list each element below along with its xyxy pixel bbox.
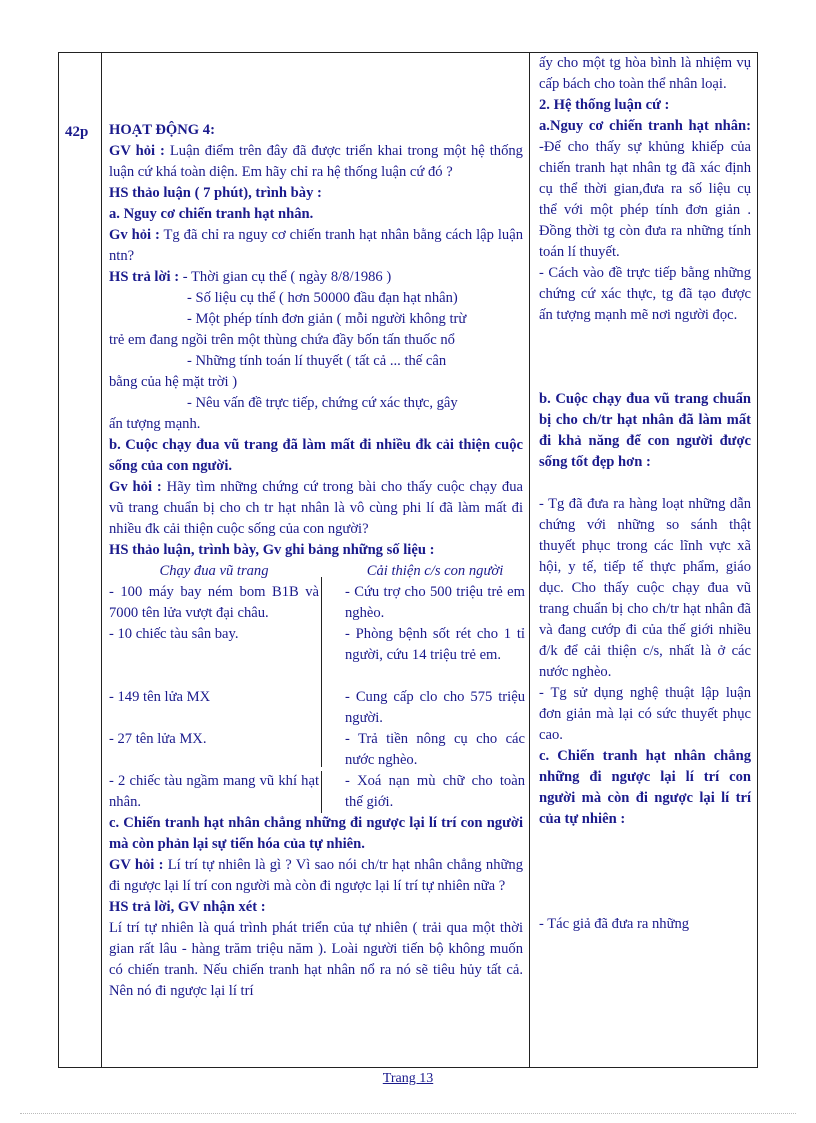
table-cell: - Cung cấp clo cho 575 triệu người. (345, 689, 525, 726)
table-cell: - 27 tên lửa MX. (109, 731, 207, 747)
question-text: Tg đã chỉ ra nguy cơ chiến tranh hạt nhân bằng cách lập luận ntn? (109, 227, 523, 264)
question-label: GV hỏi : (109, 143, 165, 159)
notes-text: - Tg đã đưa ra hàng loạt những dẫn chứng với những so sánh thật thuyết phục trong các lĩnh vực xã hội, y tế, tiếp tế thực phẩm, giáo dục. Cho thấy cuộc chạy đua vũ trang chuẩn bị cho ch/tr hạt nhân đã và đang cướp đi của thế giới nhiều đ/k để cải thiện c/s, nhất là ở các nước nghèo. (539, 496, 751, 680)
arms-race-column (109, 561, 319, 747)
notes-section-c-title: c. Chiến tranh hạt nhân chẳng những đi ngược lại lí trí con người mà còn đi ngược lại lí trí của tự nhiên : (539, 748, 751, 827)
comparison-table (109, 561, 523, 771)
arms-race-header: Chạy đua vũ trang (159, 563, 269, 579)
notes-heading: 2. Hệ thống luận cứ : (539, 97, 670, 113)
notes-column (531, 53, 757, 1067)
notes-text: - Tác giả đã đưa ra những (539, 916, 690, 932)
section-a-title: a. Nguy cơ chiến tranh hạt nhân. (109, 206, 314, 222)
final-paragraph: Lí trí tự nhiên là quá trình phát triển của tự nhiên ( trải qua một thời gian rất lâu - hàng trăm triệu năm ). Loài người tiến bộ không muốn có chiến tranh. Nếu chiến tranh hạt nhân nổ ra nó sẽ tiêu hủy tất cả. Nên nó đi ngược lại lí trí (109, 920, 523, 999)
table-cell: - 10 chiếc tàu sân bay. (109, 626, 239, 642)
question-label: GV hỏi : (109, 857, 164, 873)
row-number: 42p (65, 124, 89, 140)
answer-line: - Những tính toán lí thuyết ( tất cả ... thế cân (187, 353, 447, 369)
notes-section-a-title: a.Nguy cơ chiến tranh hạt nhân: (539, 118, 751, 134)
student-answer: HS trả lời, GV nhận xét : (109, 899, 266, 915)
table-divider (321, 771, 322, 813)
section-b-title: b. Cuộc chạy đua vũ trang đã làm mất đi nhiều đk cải thiện cuộc sống của con người. (109, 437, 523, 474)
notes-text: - Cách vào đề trực tiếp bằng những chứng cứ xác thực, tg đã tạo được ấn tượng mạnh mẽ nơi người đọc. (539, 265, 751, 323)
table-divider (321, 577, 322, 767)
question-1 (109, 141, 523, 183)
notes-top: ấy cho một tg hòa bình là nhiệm vụ cấp bách cho toàn thể nhân loại. (539, 55, 751, 92)
life-improvement-column (345, 561, 525, 768)
question-text: Hãy tìm những chứng cứ trong bài cho thấy cuộc chạy đua vũ trang chuẩn bị cho ch tr hạt nhân là vô cùng phi lí đã làm mất đi nhiều đk cải thiện cuộc sống của con người? (109, 479, 523, 537)
answer-line: - Số liệu cụ thể ( hơn 50000 đầu đạn hạt nhân) (187, 290, 458, 306)
answer-line: - Nêu vấn đề trực tiếp, chứng cứ xác thực, gây (187, 395, 458, 411)
question-text: Lí trí tự nhiên là gì ? Vì sao nói ch/tr hạt nhân chẳng những đi ngược lại lí trí con người mà còn đi ngược lại lí trí tự nhiên nữa ? (109, 857, 523, 894)
activity-heading: HOẠT ĐỘNG 4: (109, 122, 215, 138)
table-cell: - Phòng bệnh sốt rét cho 1 tỉ người, cứu 14 triệu trẻ em. (345, 626, 525, 663)
question-text: Luận điểm trên đây đã được triển khai trong một hệ thống luận cứ khá toàn diện. Em hãy chỉ ra hệ thống luận cứ đó ? (109, 143, 523, 180)
student-discussion: HS thảo luận, trình bày, Gv ghi bảng những số liệu : (109, 542, 435, 558)
table-cell: - Trả tiền nông cụ cho các nước nghèo. (345, 731, 525, 768)
life-improvement-header: Cải thiện c/s con người (366, 563, 504, 579)
question-3 (109, 477, 523, 540)
answer-text: - Thời gian cụ thể ( ngày 8/8/1986 ) (182, 269, 392, 285)
notes-text: - Tg sử dụng nghệ thuật lập luận đơn giản mà lại có sức thuyết phục cao. (539, 685, 751, 743)
activity-column (101, 53, 529, 1067)
notes-section-b-title: b. Cuộc chạy đua vũ trang chuẩn bị cho ch/tr hạt nhân đã làm mất đi khả năng để con người được sống tốt đẹp hơn : (539, 391, 751, 470)
answer-line: bằng của hệ mặt trời ) (109, 374, 238, 390)
lesson-table (58, 52, 758, 1068)
table-cell: - 100 máy bay ném bom B1B và 7000 tên lửa vượt đại châu. (109, 584, 319, 621)
page-bottom-rule (20, 1113, 796, 1114)
table-cell: - 149 tên lửa MX (109, 689, 211, 705)
answer-line (109, 267, 523, 288)
table-cell: - Xoá nạn mù chữ cho toàn thế giới. (345, 773, 525, 810)
question-label: Gv hỏi : (109, 479, 162, 495)
column-divider (529, 53, 530, 1067)
answer-line: ấn tượng mạnh. (109, 416, 201, 432)
notes-section-a (539, 116, 751, 263)
question-label: Gv hỏi : (109, 227, 160, 243)
student-discussion: HS thảo luận ( 7 phút), trình bày : (109, 185, 322, 201)
table-cell: - Cứu trợ cho 500 triệu trẻ em nghèo. (345, 584, 525, 621)
comparison-table-last-row (109, 771, 523, 813)
table-cell: - 2 chiếc tàu ngầm mang vũ khí hạt nhân. (109, 773, 319, 810)
question-4 (109, 855, 523, 897)
time-column (59, 53, 101, 1067)
page-footer: Trang 13 (382, 1071, 434, 1086)
section-c-title: c. Chiến tranh hạt nhân chẳng những đi ngược lại lí trí con người mà còn phản lại sự tiến hóa của tự nhiên. (109, 815, 523, 852)
notes-text: -Để cho thấy sự khủng khiếp của chiến tranh hạt nhân tg đã xác định cụ thể thời gian,đưa ra số liệu cụ thể với một phép tính đơn giản . Đồng thời tg còn đưa ra những tính toán lí thuyết. (539, 139, 751, 260)
answer-line: trẻ em đang ngồi trên một thùng chứa đầy bốn tấn thuốc nổ (109, 332, 455, 348)
question-2 (109, 225, 523, 267)
answer-line: - Một phép tính đơn giản ( mỗi người không trừ (187, 311, 467, 327)
answer-label: HS trả lời : (109, 269, 180, 285)
